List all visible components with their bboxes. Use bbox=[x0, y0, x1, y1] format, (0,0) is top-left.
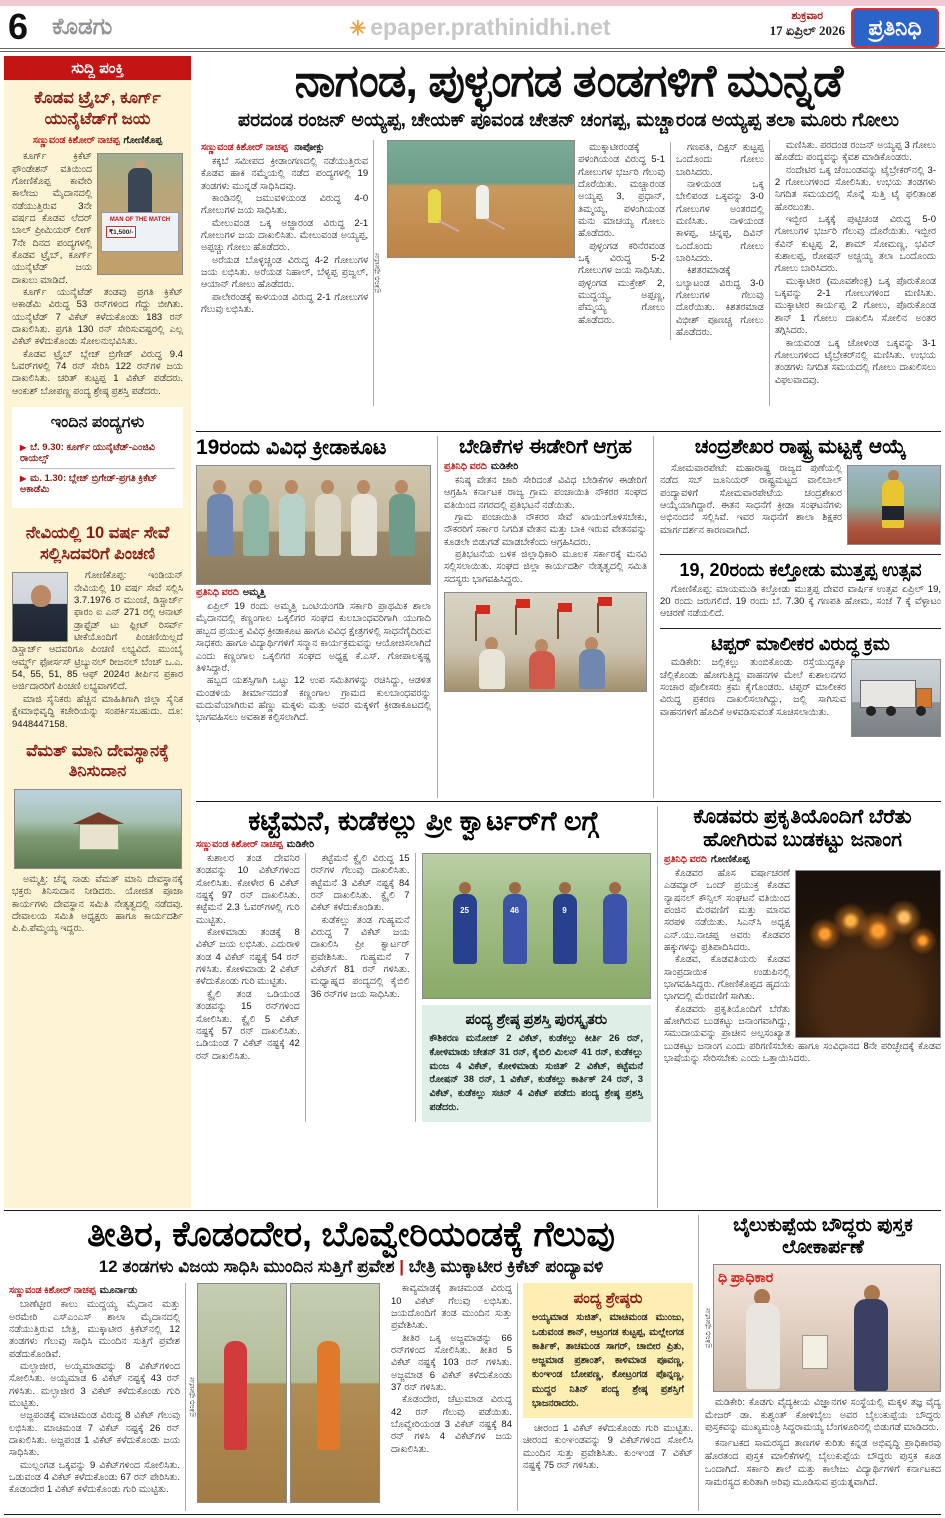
arrow-icon: ▶ bbox=[20, 443, 27, 453]
person-figure bbox=[579, 649, 605, 689]
kodava-headline: ಕೊಡವರು ಪ್ರಕೃತಿಯೊಂದಿಗೆ ಬೆರೆತು ಹೋಗಿರುವ ಬುಡಕಟ್ಟು ಜನಾಂಗ bbox=[693, 806, 912, 851]
person-figure bbox=[395, 480, 408, 494]
paragraph: ಗೋಣಿಕೊಪ್ಪ: ಮಾಯಮುಡಿ ಕಲ್ತೋಡು ಮುತ್ತಪ್ಪ ದೇವರ ವಾರ್ಷಿಕ ಉತ್ಸವ ಏಪ್ರಿಲ್ 19, 20 ರಂದು ಜರುಗಲಿದೆ. 19 ರಂದು ಬೆ. 7.30 ಕ್ಕೆ ಗಣಪತಿ ಹೋಮ, ಸಂಜೆ 7 ಕ್ಕೆ ವೆಳ್ಳಾಟಂ ಆಚರಣೆ ನಡೆಯಲಿದೆ. bbox=[660, 583, 941, 620]
motm-banner: MAN OF THE MATCH ₹1,500/- bbox=[101, 212, 179, 252]
photo-credit: ಪ್ರತಿನಿಧಿ ಫೋಟೋ bbox=[705, 1307, 712, 1348]
arrow-icon: ▶ bbox=[20, 474, 27, 484]
person-figure bbox=[279, 494, 305, 556]
match-item: ▶ ಮ. 1.30: ಬ್ಲೇಜ್ ಬ್ರಿಗೇಡ್-ಪ್ರಗತಿ ಕ್ರಿಕೆಟ್ ಅಕಾಡೆಮಿ bbox=[20, 473, 158, 496]
tipper-truck-photo bbox=[851, 659, 941, 737]
pension-body bbox=[4, 568, 191, 732]
hockey-stick bbox=[439, 220, 459, 232]
match-award-box-title: ಪಂದ್ಯ ಶ್ರೇಷ್ಠ ಪ್ರಶಸ್ತಿ ಪುರಸ್ಕೃತರು bbox=[465, 1012, 608, 1029]
paragraph: ಗಣಪತಿ, ದಿಕ್ಷನ್ ಕುಟ್ಟಪ್ಪ ಒಂದೊಂದು ಗೋಲು ಬಾರಿಸಿದರು. bbox=[675, 142, 764, 178]
paragraph: ಮಣಿಸಿತು. ಪರದಂಡ ರಂಜನ್ ಅಯ್ಯಪ್ಪ 3 ಗೋಲು ಹೊಡೆದು ಪಂದ್ಯವನ್ನು ಕೈವಶ ಮಾಡಿಕೊಂಡರು. bbox=[774, 140, 936, 164]
player-figure bbox=[317, 1341, 340, 1450]
paragraph: ಪಾಲೇರಂಡಕ್ಕೆ ಕಾಳಯಂಡ ವಿರುದ್ಧ 2-1 ಗೋಲುಗಳ ಗೆಲುವು ಲಭಿಸಿತು. bbox=[201, 291, 369, 316]
player-figure bbox=[559, 882, 571, 894]
lead-col-2 bbox=[578, 142, 671, 340]
flag bbox=[557, 609, 559, 639]
jersey-number: 25 bbox=[460, 906, 469, 916]
paragraph: ಕೊಡಂದೇರ, ಚೆಟ್ರುಮಾಡ ವಿರುದ್ಧ 42 ರನ್ ಗೆಲುವು ಪಡೆಯಿತು. ಬೊವ್ವೇರಿಯಂಡ 3 ವಿಕೆಟ್ ನಷ್ಟಕ್ಕೆ 84 ರನ್ ಗಳಿಸಿ 4 ವಿಕೆಟ್‌ಗಳ ಜಯ ದಾಖಲಿಸಿತು. bbox=[391, 1394, 512, 1455]
cricket-col-2 bbox=[306, 853, 416, 1122]
cricket-right bbox=[416, 853, 651, 1122]
paragraph: ಸೋಮವಾರಪೇಟೆ: ಮಹಾರಾಷ್ಟ್ರ ರಾಜ್ಯದ ಪುಣೆಯಲ್ಲಿ ನಡೆದ ಸಬ್ ಜೂನಿಯರ್ ರಾಷ್ಟ್ರಮಟ್ಟದ ವಾಲಿಬಾಲ್ ಪಂದ್ಯಾವಳಿಗೆ ಸೋಮವಾರಪೇಟೆಯ ಚಂದ್ರಶೇಖರ ಆಯ್ಕೆಯಾಗಿದ್ದಾರೆ. ಈತನ ಸಾಧನೆಗೆ ಕ್ರೀಡಾ ಸಂಘಟನೆಗಳು ಅಭಿನಂದನೆ ಸಲ್ಲಿಸಿವೆ. ಇವರ ಸಾಧನೆಗೆ ಶಾಲಾ ಶಿಕ್ಷಕರ ಮಾರ್ಗದರ್ಶನ ಕಾರಣವಾಗಿದೆ. bbox=[660, 463, 842, 536]
byline: ಸಣ್ಣುವಂಡ ಕಿಶೋರ್ ನಾಚಪ್ಪ ಗೋಣಿಕೊಪ್ಪ bbox=[32, 135, 163, 147]
match-award-box-body: ಕೌಶಿಕರಣ ಮನೋಜ್ 2 ವಿಕೆಟ್, ಕುಡೆಕಲ್ಲು ಕೀರ್ತಿ 26 ರನ್, ಕೋಳಿಮಾಡು ಚೇತನ್ 31 ರನ್, ಕೈಬಿಲಿ ಮಿಲನ್ 41 ರನ್, ಕುಡೆಕಲ್ಲು ಮಂಜ 4 ವಿಕೆಟ್, ಕೋಳಿಮಾಡು ಸುಜಿತ್ 2 ವಿಕೆಟ್, ಕಟ್ಟೆಮನೆ ರೋಷನ್ 38 ರನ್, 1 ವಿಕೆಟ್, ಕುಡೆಕಲ್ಲು ಕಾರ್ತಿಕ್ 24 ರನ್, 3 ವಿಕೆಟ್, ಕುಡೆಕಲ್ಲು ಸಚಿನ್ 4 ವಿಕೆಟ್ ಪಡೆದು ಪಂದ್ಯ ಶ್ರೇಷ್ಠ ಪ್ರಶಸ್ತಿ ಪಡೆದರು. bbox=[429, 1033, 643, 1113]
paragraph: ನಂದೇಟಿರ ಒಕ್ಕ ಚೆಂಬಂಡವನ್ನು ಟೈಬ್ರೇಕರ್‌ನಲ್ಲಿ 3-2 ಗೋಲುಗಳಿಂದ ಸೋಲಿಸಿತು. ಉಭಯ ತಂಡಗಳು ನಿಗದಿತ ಸಮಯದಲ್ಲಿ ಸೊನ್ನೆ ಸುತ್ತಿ ಟೈ ಫಲಿತಾಂಶ ಹೊರಬಂತು. bbox=[774, 164, 936, 213]
paragraph: ಕಾಂಡಿನಲ್ಲಿ ಜಮುವಳಿಯಂಡ ವಿರುದ್ಧ 4-0 ಗೋಲುಗಳ ಜಯ ಸಾಧಿಸಿತು. bbox=[201, 193, 369, 217]
row-3 bbox=[196, 806, 941, 1208]
player-figure bbox=[503, 894, 527, 964]
person-figure bbox=[213, 480, 226, 494]
paragraph: ಹಬ್ಬದ ಯಶಸ್ಸಿಗಾಗಿ ಒಟ್ಟು 12 ಉಪ ಸಮಿತಿಗಳನ್ನು ರಚಿಸಿದ್ದು, ಆಡಳಿತ ಮಂಡಳಿಯ ತೀರ್ಮಾನದಂತೆ ಕಣ್ಣಂಗಾಲ ಗ್ರಾಮದ ಕುಲಬಾಂಧವರನ್ನು ಮದುವೆಯಾಗಿರುವ ಹೆಣ್ಣು ಮಕ್ಕಳು ಮತ್ತು ಅವರ ಮಕ್ಕಳಿಗೆ ಕ್ರೀಡಾಕೂಟದಲ್ಲಿ ಭಾಗವಹಿಸಲು ಅವಕಾಶ ಕಲ್ಪಿಸಲಾಗಿದೆ. bbox=[196, 675, 431, 724]
jersey-number: 9 bbox=[562, 906, 567, 916]
hockey-player-figure bbox=[476, 185, 489, 219]
book-article bbox=[698, 1215, 941, 1511]
selection-body bbox=[660, 463, 941, 547]
paragraph: ಕಕ್ಕಬೆ ಸಮೀಪದ ಕ್ರೀಡಾಂಗಣದಲ್ಲಿ ನಡೆಯುತ್ತಿರುವ ಕೊಡವ ಹಾಕಿ ನಮ್ಮೆಯಲ್ಲಿ ನಡೆದ ಪಂದ್ಯಗಳಲ್ಲಿ 19 ತಂಡಗಳು ಮುನ್ನಡೆ ಸಾಧಿಸಿದವು. bbox=[201, 156, 369, 192]
paragraph: ಮಾಜಿ ಸೈನಿಕರು ಹೆಚ್ಚಿನ ಮಾಹಿತಿಗಾಗಿ ಜಿಲ್ಲಾ ಸೈನಿಕ ಕ್ಷೇಮಾಭಿವೃದ್ಧಿ ಕಚೇರಿಯನ್ನು ಸಂಪರ್ಕಿಸಬಹುದು. ದೂ: 9448447158. bbox=[12, 693, 183, 730]
lead-col-4 bbox=[770, 140, 941, 406]
paragraph: ಕರ್ನಾಟಕದ ಸಾಮರಸ್ಯದ ತಾಣಗಳ ಕುರಿತು ಕನ್ನಡ ಅಭಿವೃದ್ಧಿ ಪ್ರಾಧಿಕಾರವು ಹೊರತಂದ ಪುಸ್ತಕ ಮಾಲಿಕೆಗಳಲ್ಲಿ ಬೈಲುಕುಪ್ಪೆಯ ಬೌದ್ಧರು ಪುಸ್ತಕ ಕೂಡ ಒಂದಾಗಿದೆ. ಸರ್ಕಾರಿ ಶಾಲೆ ಮತ್ತು ಕಾಲೇಜು ವಿದ್ಯಾರ್ಥಿಗಳಿಗೆ ಕರ್ನಾಟಕದ ಸಾಮರಸ್ಯದ ಕುರಿತಾಗಿ ಅರಿವು ಮೂಡಿಸುವ ಪ್ರಯತ್ನವಾಗಿದೆ. bbox=[705, 1438, 941, 1488]
selection-headline: ಚಂದ್ರಶೇಖರ ರಾಷ್ಟ್ರ ಮಟ್ಟಕ್ಕೆ ಆಯ್ಕೆ bbox=[694, 436, 907, 458]
paragraph: ಚೀರಂದ 1 ವಿಕೆಟ್ ಕಳೆದುಕೊಂಡು ಗುರಿ ಮುಟ್ಟಿತು. ಚೀರಂದ ಕುಂಞಂಡವನ್ನು 9 ವಿಕೆಟ್‌ಗಳಿಂದ ಸೋಲಿಸಿ ಮುಂದಿನ ಸುತ್ತು ಪ್ರವೇಶಿಸಿತು. ಕುಂಞಂಡ 7 ವಿಕೆಟ್ ನಷ್ಟಕ್ಕೆ 75 ರನ್ ಗಳಿಸಿತು. bbox=[523, 1423, 693, 1472]
paragraph: ಗೋಣಿಕೊಪ್ಪ: ಇಂಡಿಯನ್ ನೇವಿಯಲ್ಲಿ 10 ವರ್ಷ ಸೇವೆ ಸಲ್ಲಿಸಿ 3.7.1976 ರ ಮುಂಚೆ, ಡಿಸ್ಚಾರ್ಜ್ ಫಾರಂ ಐ ಎನ್ 271 ರಲ್ಲಿ ಆನಾಟ್ ಡ್ರಾಫ್ಟೆಡ್ ಟು ಫ್ಲೀಟ್ ರಿಸರ್ವ್ ಟೀಕೆಯೊಂದಿಗೆ ಪಿಂಚಣಿಯಿಲ್ಲದೆ ಡಿಸ್ಚಾರ್ಜ್ ಆದವರಿಗೂ ಪಿಂಚಣಿ ಲಭ್ಯವಿದೆ. ಮುಂಬೈ ಆರ್ಮ್ಡ್ ಫೋರ್ಸಸ್ ಟ್ರಿಬ್ಯುನಲ್ ರೀಜನಲ್ ಬೆಂಚ್ ಒ.ಎ. 54, 55, 51, 85 ಆಫ್ 2024ರ ತೀರ್ಪಿನ ಪ್ರಕಾರ ಅರ್ಜಿದಾರರಿಗೆ ಪಿಂಚಣಿ ಲಭ್ಯವಾಗಲಿದೆ. bbox=[12, 570, 183, 693]
match-item: ▶ ಬೆ. 9.30: ಕೂರ್ಗ್ ಯುನೈಟೆಡ್-ಎಂಜಿವಿ ರಾಯಲ್ಸ್ bbox=[20, 438, 175, 469]
paragraph: ತೀತಿರ ಒಕ್ಕ ಅಜ್ಜಮಾಡನ್ನು 66 ರನ್‌ಗಳಿಂದ ಸೋಲಿಸಿತು. ತೀತಿರ 5 ವಿಕೆಟ್ ನಷ್ಟಕ್ಕೆ 103 ರನ್ ಗಳಿಸಿತು. ಅಜ್ಜಮಾಡ 6 ವಿಕೆಟ್ ಕಳೆದುಕೊಂಡು 37 ರನ್ ಗಳಿಸಿತು. bbox=[391, 1332, 512, 1393]
player-figure bbox=[453, 894, 477, 964]
betri-col-1 bbox=[4, 1283, 186, 1511]
section-rule bbox=[196, 431, 941, 432]
volleyball-player-photo bbox=[847, 465, 941, 545]
tipper-headline: ಟಿಪ್ಪರ್ ಮಾಲೀಕರ ವಿರುದ್ಧ ಕ್ರಮ bbox=[711, 633, 890, 654]
photo-credit: ಪ್ರತಿನಿಧಿ ಫೋಟೋ bbox=[374, 252, 382, 294]
person-figure bbox=[351, 494, 377, 556]
betri-col-3 bbox=[518, 1283, 698, 1511]
photo-credit: ಪ್ರತಿನಿಧಿ ಫೋಟೋ bbox=[189, 1377, 196, 1418]
person-figure bbox=[479, 649, 505, 689]
paragraph: ಮುಕ್ಕಾಟೀರ (ಮೂವಶೇಂಕ್ಲ) ಒಕ್ಕ ಪೊರುಕೊಂಡ ಒಕ್ಕವನ್ನು 2-1 ಗೋಲುಗಳಿಂದ ಮಣಿಸಿತು. ಮುಕ್ಕಾಟೀರ ಕಾರ್ಯಪ್ಪ 2 ಗೋಲು, ಪೊರುಕೊಂಡ ಶಾನ್ 1 ಗೋಲು ದಾಖಲಿಸಿ ಸೋಲಿನ ಅಂತರ ತಗ್ಗಿಸಿದರು. bbox=[774, 275, 936, 337]
paragraph: ಅಮ್ಮತ್ತಿ: ಚೆನ್ನ ನಾಡು ವೆಮತ್ ಮಾನಿ ದೇವಸ್ಥಾನಕ್ಕೆ ಭಕ್ತರು ತಿನಿಸುದಾನ ನೀಡಿದರು. ಯೋಜಿತ ಪೂಜಾ ಕಾರ್ಯಗಳು ದೇವಸ್ಥಾನ ಸಮಿತಿ ನೇತೃತ್ವದಲ್ಲಿ ನಡೆದವು. ದೇವಾಲಯ ಸಮಿತಿ ಅಧ್ಯಕ್ಷರು ಹಾಗೂ ಕಾರ್ಯದರ್ಶಿ ಪಿ.ಪಿ.ಪೆಮ್ಮಯ್ಯ ಇದ್ದರು. bbox=[12, 874, 183, 935]
paragraph: ಕೊಡವರು ಪ್ರಕೃತಿಯೊಂದಿಗೆ ಬೆರೆತು ಹೋಗಿರುವ ಬುಡಕಟ್ಟು ಜನಾಂಗವಾಗಿದ್ದು, ಸಮುದಾಯವನ್ನು ಪ್ರಾಚೀನ ಅಲ್ಪಸಂಖ್ಯಾತ ಬುಡಕಟ್ಟು ಜನಾಂಗ ಎಂದು ಪರಿಗಣಿಸಬೇಕು ಹಾಗೂ ಸಂವಿಧಾನದ 8ನೇ ಪರಿಚ್ಛೇದಕ್ಕೆ ಕೊಡವ ಭಾಷೆಯನ್ನು ಸೇರಿಸಬೇಕು ಎಂದು ಒತ್ತಾಯಿಸಿದರು. bbox=[664, 1003, 941, 1065]
player-figure bbox=[609, 882, 621, 894]
hockey-match-photo-1 bbox=[387, 140, 575, 258]
protest-article bbox=[438, 436, 654, 798]
person-figure bbox=[389, 494, 415, 556]
paragraph: ಕೊಡವ ಟ್ರೈಬ್ ಬ್ಲೇಜ್ ಬ್ರಿಗೇಡ್ ವಿರುದ್ಧ 9.4 ಓವರ್‌ಗಳಲ್ಲಿ 74 ರನ್ ಸೇರಿಸಿ 122 ರನ್‌ಗಳ ಜಯ ದಾಖಲಿಸಿತು. ಚರಿತ್ ಕುಟ್ಟಪ್ಪ 1 ವಿಕೆಟ್ ಪಡೆದರು. ಆಂಕುಶ್ ಬೋಪಣ್ಣ ಪಂದ್ಯ ಶ್ರೇಷ್ಠ ಪ್ರಶಸ್ತಿ ಪಡೆದರು. bbox=[12, 348, 183, 397]
paragraph: ಮಡಿಕೇರಿ: ಜಲ್ಲಿಕಲ್ಲು ತುಂಬಿಕೊಂಡು ರಸ್ತೆಯುದ್ದಕ್ಕೂ ಚೆಲ್ಲಿಕೊಂಡು ಹೋಗುತ್ತಿದ್ದ ವಾಹನಗಳ ಮೇಲೆ ಕುಶಾಲನಗರ ಸಂಚಾರ ಪೊಲೀಸರು ಕ್ರಮ ಕೈಗೊಂಡರು. ಟಿಪ್ಪರ್ ಮಾಲೀಕರ ವಿರುದ್ಧ ಪ್ರಕರಣ ದಾಖಲಿಸಲಾಗಿದ್ದು, ಜಲ್ಲಿ ಸಾಗಿಸುವ ವಾಹನಗಳಿಗೆ ಹೊದಿಕೆ ಅಳವಡಿಸುವಂತೆ ಸೂಚಿಸಲಾಯಿತು. bbox=[660, 657, 846, 718]
temple-roof bbox=[73, 812, 125, 824]
kodava-article bbox=[658, 806, 941, 1208]
cricket-headline: ಕಟ್ಟೆಮನೆ, ಕುಡೆಕಲ್ಲು ಪ್ರೀ ಕ್ವಾರ್ಟರ್‌ಗೆ ಲಗ್ಗೆ bbox=[248, 806, 599, 836]
person-figure bbox=[249, 480, 262, 494]
right-stack bbox=[654, 436, 941, 798]
best-players-title: ಪಂದ್ಯ ಶ್ರೇಷ್ಠರು bbox=[573, 1290, 643, 1308]
book bbox=[802, 1335, 828, 1369]
paragraph: ಗ್ರಾಮ ಪಂಚಾಯಿತಿ ನೌಕರರ ಸೇವೆ ಖಾಯಂಗೊಳಿಸಬೇಕು, ನೌಕರರಿಗೆ ಸರ್ಕಾರ ನಿಗದಿತ ವೇತನ ಮತ್ತು ಬಾಕಿ ಇರುವ ವೇತನವನ್ನು ಕೂಡಲೇ ಬಿಡುಗಡೆ ಮಾಡಬೇಕೆಂದು ಆಗ್ರಹಿಸಿದರು. bbox=[444, 512, 647, 548]
man-of-the-match-photo bbox=[97, 153, 183, 275]
todays-matches-title: ಇಂದಿನ ಪಂದ್ಯಗಳು bbox=[50, 414, 145, 432]
paragraph: ಕೋಳಿಮಾಡು ತಂಡಕ್ಕೆ 8 ವಿಕೆಟ್ ಜಯ ಲಭಿಸಿತು. ಎದುರಾಳಿ ತಂಡ 4 ವಿಕೆಟ್ ನಷ್ಟಕ್ಕೆ 54 ರನ್ ಗಳಿಸಿತು. ಕೋಳಿಮಾಡು 2 ವಿಕೆಟ್ ಕಳೆದುಕೊಂಡು ಗುರಿ ಮುಟ್ಟಿತು. bbox=[196, 927, 300, 988]
best-players-box bbox=[523, 1283, 693, 1418]
paragraph: ಕುಡೆಕಲ್ಲು ತಂಡ ಗುಹ್ಯಮನೆ ವಿರುದ್ಧ 7 ವಿಕೆಟ್ ಜಯ ದಾಖಲಿಸಿ ಪ್ರೀ ಕ್ವಾರ್ಟರ್ ಪ್ರವೇಶಿಸಿತು. ಗುಹ್ಯಮನೆ 7 ವಿಕೆಟ್‌ಗೆ 81 ರನ್ ಗಳಿಸಿತು. ಮಧ್ಯಾಹ್ನದ ಪಂದ್ಯದಲ್ಲಿ ಕೈಬಿಲಿ 36 ರನ್‌ಗಳ ಜಯ ಸಾಧಿಸಿತು. bbox=[310, 914, 410, 1000]
player-figure bbox=[882, 480, 904, 528]
divider-pipe: | bbox=[399, 1257, 409, 1277]
book-headline: ಬೈಲುಕುಪ್ಪೆಯ ಬೌದ್ಧರು ಪುಸ್ತಕ ಲೋಕಾರ್ಪಣೆ bbox=[733, 1215, 913, 1258]
hockey-stick bbox=[485, 218, 505, 230]
byline: ಸಣ್ಣುವಂಡ ಕಿಶೋರ್ ನಾಚಪ್ಪ ಮೂರ್ನಾಡು bbox=[9, 1285, 138, 1297]
betri-col-2 bbox=[386, 1283, 518, 1511]
paragraph: ಪ್ರತಿಭಟನೆಯ ಬಳಿಕ ಜಿಲ್ಲಾಧಿಕಾರಿ ಮೂಲಕ ಸರ್ಕಾರಕ್ಕೆ ಮನವಿ ಸಲ್ಲಿಸಲಾಯಿತು. ಸಂಘದ ಜಿಲ್ಲಾ ಕಾರ್ಯದರ್ಶಿ ನೇತೃತ್ವದಲ್ಲಿ ಸಮಿತಿ ಸದಸ್ಯರು ಭಾಗವಹಿಸಿದ್ದರು. bbox=[444, 549, 647, 585]
torch-procession-photo bbox=[795, 870, 941, 1038]
person-figure bbox=[854, 1299, 888, 1391]
date: 17 ಏಪ್ರಿಲ್ 2026 bbox=[769, 23, 845, 38]
truck-body bbox=[860, 680, 916, 708]
red-flag bbox=[516, 599, 530, 608]
paragraph: ಕೊಡವರ ಹೊಸ ವರ್ಷಾಚರಣೆ ಎಡಮ್ಯಾರ್ ಒಂದ್ ಪ್ರಯುಕ್ತ ಕೊಡವ ನ್ಯಾಷನಲ್ ಕೌನ್ಸಿಲ್ ಸಂಘಟನೆ ವತಿಯಿಂದ ಪಂಜಿನ ಮೆರವಣಿಗೆ ಮತ್ತು ಮಾನವ ಸರಪಳಿ ನಡೆಯಿತು. ಸಿಎನ್‌ಸಿ ಅಧ್ಯಕ್ಷ ಎನ್.ಯು.ನಾಚಪ್ಪ ಅವರು ಕೊಡವರ ಹಕ್ಕುಗಳನ್ನು ಪ್ರತಿಪಾದಿಸಿದರು. bbox=[664, 868, 790, 954]
person-figure bbox=[285, 480, 298, 494]
person-figure bbox=[321, 480, 334, 494]
paragraph: ಕಟ್ಟೆಮನೆ ಕ್ವೈಲಿ ವಿರುದ್ಧ 15 ರನ್‌ಗಳ ಗೆಲುವು ದಾಖಲಿಸಿತು. ಕಟ್ಟೆಮನೆ 3 ವಿಕೆಟ್ ನಷ್ಟಕ್ಕೆ 84 ರನ್ ದಾಖಲಿಸಿತು. ಕ್ವೈಲಿ 7 ವಿಕೆಟ್ ಕಳೆದುಕೊಂಡಿತು. bbox=[310, 853, 410, 914]
betri-article bbox=[4, 1215, 698, 1511]
person-figure bbox=[31, 585, 51, 607]
flag bbox=[515, 605, 517, 635]
flag bbox=[475, 611, 477, 641]
red-flag bbox=[476, 605, 490, 614]
section-rule bbox=[4, 1210, 941, 1211]
paragraph: ಕೊಡವ, ಕೊಡವತಿಯರು ಕೊಡವ ಸಾಂಪ್ರದಾಯಿಕ ಉಡುಪಿನಲ್ಲಿ ಭಾಗವಹಿಸಿದ್ದರು. ಗೋಣಿಕೊಪ್ಪದ ಹೃದಯ ಭಾಗದಲ್ಲಿ ಮೆರವಣಿಗೆ ಸಾಗಿತು. bbox=[664, 954, 790, 1003]
paragraph: ಕುಶಾಲರ ತಂಡ ದೇವನಿರ ತಂಡವನ್ನು 10 ವಿಕೆಟ್‌ಗಳಿಂದ ಸೋಲಿಸಿತು. ಕೋಳೇರ 6 ವಿಕೆಟ್ ನಷ್ಟಕ್ಕೆ 97 ರನ್ ದಾಖಲಿಸಿತು. ಕಟ್ಟೆಮನೆ 2.3 ಓವರ್‌ಗಳಲ್ಲಿ ಗುರಿ ಮುಟ್ಟಿತು. bbox=[196, 853, 300, 926]
byline: ಪ್ರತಿನಿಧಿ ವರದಿ ಗೋಣಿಕೊಪ್ಪ bbox=[664, 854, 750, 865]
truck-wheel bbox=[866, 706, 876, 716]
paragraph: ಕನಿಷ್ಠ ವೇತನ ಜಾರಿ ಸೇರಿದಂತೆ ವಿವಿಧ ಬೇಡಿಕೆಗಳ ಈಡೇರಿಗೆ ಆಗ್ರಹಿಸಿ ಕರ್ನಾಟಕ ರಾಜ್ಯ ಗ್ರಾಮ ಪಂಚಾಯಿತಿ ನೌಕರರ ಸಂಘದ ವತಿಯಿಂದ ನಗರದಲ್ಲಿ ಪ್ರತಿಭಟನೆ ನಡೆಯಿತು. bbox=[444, 475, 647, 511]
lead-subheadline: ಪರದಂಡ ರಂಜನ್ ಅಯ್ಯಪ್ಪ, ಚೇಯಕ್ ಪೂವಂಡ ಚೇತನ್ ಚಂಗಪ್ಪ, ಮಚ್ಚಾರಂಡ ಅಯ್ಯಪ್ಪ ತಲಾ ಮೂರು ಗೋಲು bbox=[237, 110, 900, 131]
report-place: ನಾಪೋಕ್ಲು bbox=[294, 142, 325, 153]
paragraph: ಕಾಯವಂಡ ಒಕ್ಕ ಚೋಳಂಡ ಒಕ್ಕವನ್ನು 3-1 ಗೋಲುಗಳಿಂದ ಟೈಬ್ರೇಕರ್‌ನಲ್ಲಿ ಮಣಿಸಿತು. ಉಭಯ ತಂಡಗಳು ನಿಗದಿತ ಸಮಯದಲ್ಲಿ ಗೋಲು ದಾಖಲಿಸಲು ವಿಫಲವಾದವು. bbox=[774, 337, 936, 386]
festival-body bbox=[660, 584, 941, 621]
sidebar-news-column bbox=[4, 56, 191, 1208]
lead-col-1 bbox=[196, 140, 374, 406]
match-award-box bbox=[422, 1005, 651, 1122]
sidebar-lead-body bbox=[4, 149, 191, 400]
pension-title: ನೇವಿಯಲ್ಲಿ 10 ವರ್ಷ ಸೇವೆ ಸಲ್ಲಿಸಿದವರಿಗೆ ಪಿಂಚಣಿ bbox=[25, 524, 170, 563]
betri-subheadline: 12 ತಂಡಗಳು ವಿಜಯ ಸಾಧಿಸಿ ಮುಂದಿನ ಸುತ್ತಿಗೆ ಪ್ರವೇಶ | ಬೇತ್ರಿ ಮುಕ್ಕಾಟೀರ ಕ್ರಿಕೆಟ್ ಪಂದ್ಯಾವಳಿ bbox=[98, 1257, 604, 1277]
paragraph: ಪುಳ್ಳಂಗಡ ಕರಿನೆರವಂಡ ಒಕ್ಕ ವಿರುದ್ಧ 5-2 ಗೋಲುಗಳ ಜಯ ಸಾಧಿಸಿತು. ಪುಳ್ಳಂಗಡ ಮುಕ್ತೇಶ್ 2, ಮುದ್ದಯ್ಯ, ಅಪ್ಪಣ್ಣ, ಪೆಮ್ಮಯ್ಯ ಗೋಲು ಹೊಡೆದರು. bbox=[578, 240, 665, 326]
sports-meet-article bbox=[196, 436, 438, 798]
player-figure bbox=[882, 506, 904, 520]
paragraph: ಏಪ್ರಿಲ್ 19 ರಂದು ಅಮ್ಮತ್ತಿ ಒಂಟಿಯಂಗಡಿ ಸರ್ಕಾರಿ ಪ್ರಾಥಮಿಕ ಶಾಲಾ ಮೈದಾನದಲ್ಲಿ ಕಣ್ಣಂಗಾಲ ಒಕ್ಕಲಿಗರ ಸಂಘದ ಕುಲಬಾಂಧವರಿಗಾಗಿ ಯುಗಾದಿ ಹಬ್ಬದ ಪ್ರಯುಕ್ತ ವಿವಿಧ ಕ್ರೀಡಾಕೂಟ ಹಾಗೂ ವಿವಿಧ ಕ್ಷೇತ್ರಗಳಲ್ಲಿ ಸಾಧನೆಗೈದಿರುವ ಸಾಧಕರು ಹಾಗೂ ವಿದ್ಯಾರ್ಥಿಗಳಿಗೆ ಸನ್ಮಾನ ಕಾರ್ಯಕ್ರಮವನ್ನು ಆಯೋಜಿಸಲಾಗಿದೆ ಎಂದು ಕಣ್ಣಂಗಾಲ ಒಕ್ಕಲಿಗರ ಸಂಘದ ಅಧ್ಯಕ್ಷ ಕೆ.ಎಸ್. ಗೋಪಾಲಕೃಷ್ಣ ತಿಳಿಸಿದ್ದಾರೆ. bbox=[196, 601, 431, 674]
banner-text: ಧಿ ಪ್ರಾಧಿಕಾರ bbox=[718, 1268, 774, 1285]
todays-matches-box bbox=[12, 407, 183, 508]
best-players-body: ಅಯ್ಯಮಾಡ ಸುಜಿತ್, ಮಾಚಿಮಂಡ ಮುಂಜು, ಒಡುವಂಡ ಶಾನ್, ಆಟ್ರಂಗಡ ಕುಟ್ಟಪ್ಪ, ಮಲ್ಲೇಂಗಡ ಕಾರ್ತಿಕ್, ತಾಚಮಂಡ ಸಾಗರ್, ಚಾಬೀರ ಪ್ರಿತು, ಅಜ್ಜಮಾಡ ಪ್ರಶಾಂತ್, ಕಾಳಿಮಾಡ ಪೂವಣ್ಣ, ಕುಂಞಂಡ ಬೋಪಣ್ಣ, ಕೋಟ್ರಂಗಡ ಪೊನ್ನಣ್ಣ, ಮುದ್ದರ ನಿತಿನ್ ಪಂದ್ಯ ಶ್ರೇಷ್ಠ ಪ್ರಶಸ್ತಿಗೆ ಭಾಜನರಾದರು. bbox=[532, 1312, 684, 1409]
person-figure bbox=[315, 494, 341, 556]
paragraph: ಕ್ವೈಲಿ ತಂಡ ಒಡಿಯಂಡ ತಂಡವನ್ನು 15 ರನ್‌ಗಳಿಂದ ಸೋಲಿಸಿತು. ಕ್ವೈಲಿ 5 ವಿಕೆಟ್ ನಷ್ಟಕ್ಕೆ 57 ರನ್ ದಾಖಲಿಸಿತು. ಒಡಿಯಂಡ 7 ವಿಕೆಟ್ ನಷ್ಟಕ್ಕೆ 42 ರನ್ ದಾಖಲಿಸಿತು. bbox=[196, 988, 300, 1062]
person-figure bbox=[243, 494, 269, 556]
batsman-action-photo bbox=[197, 1283, 287, 1503]
temple-photo bbox=[14, 789, 182, 869]
masthead bbox=[0, 6, 945, 48]
section-title: ಕೊಡಗು bbox=[52, 13, 113, 39]
betri-photos bbox=[186, 1283, 386, 1511]
cricket-team-photo bbox=[422, 853, 651, 999]
paragraph: ಅಜ್ಜಪಂಡಕ್ಕೆ ಮಾಚಿಮಂಡ ವಿರುದ್ಧ 8 ವಿಕೆಟ್ ಗೆಲುವು ಲಭಿಸಿತು. ಮಾಚಿಮಂಡ 7 ವಿಕೆಟ್ ನಷ್ಟಕ್ಕೆ 26 ರನ್ ದಾಖಲಿಸಿತು. ಅಜ್ಜಪಂಡ 1 ವಿಕೆಟ್ ಕಳೆದುಕೊಂಡು ಜಯ ಸಾಧಿಸಿತು. bbox=[9, 1410, 180, 1459]
paragraph: ಮಡಿಕೇರಿ: ಕೊಡಗು ವೈದ್ಯಕೀಯ ವಿಜ್ಞಾನಗಳ ಸಂಸ್ಥೆಯಲ್ಲಿ ಮಕ್ಕಳ ತಜ್ಞ ವೈದ್ಯ ಮೇಜರ್ ಡಾ. ಕುಶ್ವಂತ್ ಕೋಳಿಬೈಲು ಅವರ ಬೈಲುಕುಪ್ಪೆಯ ಬೌದ್ಧರು ಪುಸ್ತಕವನ್ನು ಮುಖ್ಯಮಂತ್ರಿ ಸಿದ್ದರಾಮಯ್ಯ ಬೆಂಗಳೂರಿನಲ್ಲಿ ಬಿಡುಗಡೆ ಮಾಡಿದರು. bbox=[705, 1396, 941, 1434]
byline: ಸಣ್ಣುವಂಡ ಕಿಶೋರ್ ನಾಚಪ್ಪ ಮಡಿಕೇರಿ bbox=[196, 839, 315, 851]
paragraph: ಮಲ್ಛಾಜೀರ, ಅಯ್ಯಮಾಡವನ್ನು 8 ವಿಕೆಟ್‌ಗಳಿಂದ ಸೋಲಿಸಿತು. ಅಯ್ಯಮಾಡ 6 ವಿಕೆಟ್ ನಷ್ಟಕ್ಕೆ 43 ರನ್ ಗಳಿಸಿತು. ಮಲ್ಛಾಜೀರ 3 ವಿಕೆಟ್ ಕಳೆದುಕೊಂಡು ಗುರಿ ಮುಟ್ಟಿತು. bbox=[9, 1360, 180, 1409]
truck-wheel bbox=[886, 706, 896, 716]
paragraph: ಅರೆಯಡ ಬೊಳ್ಳಚ್ಚಂಡ ವಿರುದ್ಧ 4-2 ಗೋಲುಗಳ ಜಯ ಲಭಿಸಿತು. ಅರೆಯಡ ನಿಹಾಲ್, ಬೆಳ್ಯಪ್ಪ ಪ್ರಜ್ವಲ್, ಆಯಾನ್ ಗೋಲು ಹೊಡೆದರು. bbox=[201, 254, 369, 291]
person-figure bbox=[207, 494, 233, 556]
sports-meet-body bbox=[196, 601, 431, 724]
cricket-article bbox=[196, 806, 658, 1208]
protest-body bbox=[444, 475, 647, 586]
paragraph: ಕೂರ್ಗ್ ಯುನೈಟೆಡ್ ತಂಡವು ಪ್ರಗತಿ ಕ್ರಿಕೆಟ್ ಅಕಾಡೆಮಿ ವಿರುದ್ಧ 53 ರನ್‌ಗಳಿಂದ ಗೆದ್ದು ಬೀಗಿತು. ಯುನೈಟೆಡ್ 7 ವಿಕೆಟ್ ಕಳೆದುಕೊಂಡು 183 ರನ್ ದಾಖಲಿಸಿತು. ಪ್ರಗತಿ 130 ರನ್ ಸೇರಿಸುವಷ್ಟರಲ್ಲಿ ಎಲ್ಲ ವಿಕೆಟ್ ಕಳೆದುಕೊಂಡು ಸೋಲನುಭವಿಸಿತು. bbox=[12, 287, 183, 348]
paragraph: ಮೇಲುವಂಡ ಒಕ್ಕ ಅಜ್ಜಾರಂಡ ವಿರುದ್ಧ 2-1 ಗೋಲುಗಳ ಜಯ ದಾಖಲಿಸಿತು. ಮೇಲುವಂಡ ಅಯ್ಯಪ್ಪ, ಅಪ್ಪಚ್ಚು ಗೋಲು ಹೊಡೆದರು. bbox=[201, 217, 369, 254]
player-figure bbox=[509, 882, 521, 894]
player-figure bbox=[603, 894, 627, 964]
truck-wheel bbox=[916, 706, 926, 716]
lead-col-3 bbox=[671, 142, 764, 340]
sidebar-lead-title: ಕೊಡವ ಟ್ರೈಬ್, ಕೂರ್ಗ್ ಯುನೈಟೆಡ್‌ಗೆ ಜಯ bbox=[34, 89, 161, 128]
player-figure bbox=[459, 882, 471, 894]
book-release-photo bbox=[713, 1264, 941, 1392]
newspaper-logo: ಪ್ರತಿನಿಧಿ bbox=[851, 8, 939, 48]
byline: ಪ್ರತಿನಿಧಿ ವರದಿ ಅಮ್ಮತ್ತಿ bbox=[196, 587, 266, 599]
protest-headline: ಬೇಡಿಕೆಗಳ ಈಡೇರಿಗೆ ಆಗ್ರಹ bbox=[459, 436, 632, 458]
flag bbox=[597, 603, 599, 633]
sports-meet-group-photo bbox=[196, 465, 431, 585]
date-block bbox=[770, 10, 845, 39]
person-figure bbox=[746, 1303, 780, 1389]
paragraph: ಕಿಶತರಮಾಡಕ್ಕೆ ಬಲ್ಯಾಟಂಡ ವಿರುದ್ಧ 3-0 ಗೋಲುಗಳ ಗೆಲುವು ದೊರೆಯಿತು. ಕಿಶತರಮಾಡ ವಿಭೀಶ್ ಪೂಣಚ್ಚ ಗೋಲು ಹೊಡೆದರು. bbox=[675, 265, 764, 339]
weekday: ಶುಕ್ರವಾರ bbox=[791, 10, 824, 22]
masthead-rule bbox=[0, 48, 945, 52]
paragraph: ಬಾಣೆಟ್ಟೀರ ಕಾಲು ಮುದ್ದಯ್ಯ ಮೈದಾನ ಮತ್ತು ಅರಮೇರಿ ಎಸ್‌ಎಂಎಸ್ ಶಾಲಾ ಮೈದಾನದಲ್ಲಿ ನಡೆಯುತ್ತಿರುವ ಬೇತ್ರಿ, ಮುಕ್ಕಾಟೀರ ಕ್ರಿಕೆಟ್‌ನಲ್ಲಿ 12 ತಂಡಗಳು ಗೆಲುವು ಸಾಧಿಸಿ ಮುಂದಿನ ಸುತ್ತಿಗೆ ಪ್ರವೇಶ ಪಡೆದುಕೊಂಡಿವೆ. bbox=[9, 1299, 180, 1360]
lead-headline: ನಾಗಂಡ, ಪುಳ್ಳಂಗಡ ತಂಡಗಳಿಗೆ ಮುನ್ನಡೆ bbox=[294, 55, 843, 106]
paragraph: ಇಬ್ಬೀರ ಒಕ್ಕಕ್ಕೆ ಪುಟ್ಟಿಚಂಡ ವಿರುದ್ಧ 5-0 ಗೋಲುಗಳ ಭರ್ಜರಿ ಗೆಲುವು ದೊರೆಯಿತು. ಇಬ್ಬೀರ ಕೆವಿನ್ ಕುಟ್ಟಪ್ಪ 2, ಶಾಮ್ ಸೋಮಣ್ಣ, ಭವಿನ್ ಕುಶಾಲಪ್ಪ, ರೋಷನ್ ಅಚ್ಚಯ್ಯ ತಲಾ ಒಂದೊಂದು ಗೋಲು ಬಾರಿಸಿದರು. bbox=[774, 214, 936, 275]
page-number: 6 bbox=[8, 6, 29, 47]
jersey-number: 46 bbox=[510, 906, 519, 916]
paragraph: ಮುಲ್ಲಂಗಡ ಒಕ್ಕವನ್ನು 9 ವಿಕೆಟ್‌ಗಳಿಂದ ಸೋಲಿಸಿತು. ಒಡುವಂಡ 4 ವಿಕೆಟ್ ಕಳೆದುಕೊಂಡು 67 ರನ್ ಪೇರಿಸಿತು. ಕೊಡಂದೇರ 1 ವಿಕೆಟ್ ಕಳೆದುಕೊಂಡು ಗುರಿ ಮುಟ್ಟಿತು. bbox=[9, 1459, 180, 1496]
player-figure bbox=[224, 1341, 247, 1450]
temple-title: ವೆಮತ್ ಮಾನಿ ದೇವಸ್ಥಾನಕ್ಕೆ ತಿನಿಸುದಾನ bbox=[26, 741, 169, 781]
byline: ಪ್ರತಿನಿಧಿ ವರದಿ ಮಡಿಕೇರಿ bbox=[444, 461, 519, 472]
bottom-row bbox=[4, 1215, 941, 1515]
sports-meet-headline: 19ರಂದು ವಿವಿಧ ಕ್ರೀಡಾಕೂಟ bbox=[196, 436, 387, 459]
paragraph: ಮುಕ್ಕಾಟೀರಂಡಕ್ಕೆ ಪಳಂಗಿಯಂಡ ವಿರುದ್ಧ 5-1 ಗೋಲುಗಳ ಭರ್ಜರಿ ಗೆಲುವು ದೊರೆಯಿತು. ಮಚ್ಚಾರಂಡ ಅಯ್ಯಪ್ಪ 3, ಪ್ರಧಾನ್, ತಿಮ್ಮಯ್ಯ, ಪಳಂಗಿಯಂಡ ಮನು ಮಾಚಯ್ಯ ಗೋಲು ಹೊಡೆದರು. bbox=[578, 142, 665, 240]
hockey-player-figure bbox=[428, 189, 441, 223]
book-caption bbox=[705, 1397, 941, 1490]
temple-body bbox=[4, 872, 191, 938]
epaper-url: ✳ epaper.prathinidhi.net bbox=[349, 14, 611, 40]
lead-middle-block bbox=[382, 140, 770, 406]
red-flag bbox=[558, 603, 572, 612]
festival-headline: 19, 20ರಂದು ಕಲ್ತೋಡು ಮುತ್ತಪ್ಪ ಉತ್ಸವ bbox=[679, 560, 922, 580]
tipper-body bbox=[660, 657, 941, 739]
reporter-name: ಸಣ್ಣುವಂಡ ಕಿಶೋರ್ ನಾಚಪ್ಪ bbox=[201, 142, 288, 153]
temple-building bbox=[79, 824, 119, 850]
person-figure bbox=[529, 651, 555, 689]
row-2 bbox=[196, 436, 941, 798]
betri-col-3-body bbox=[523, 1423, 693, 1472]
lead-article bbox=[196, 54, 941, 430]
paragraph: ಕೂರ್ಗ್ ಕ್ರಿಕೆಟ್ ಫೌಂಡೇಶನ್ ವತಿಯಿಂದ ಗೋಣಿಕೊಪ್ಪ ಕಾವೇರಿ ಕಾಲೇಜು ಮೈದಾನದಲ್ಲಿ ನಡೆಯುತ್ತಿರುವ 3ನೇ ವರ್ಷದ ಕೊಡವ ಲೆದರ್ ಬಾಲ್ ಪ್ರೀಮಿಯರ್ ಲೀಗ್ 7ನೇ ದಿನದ ಪಂದ್ಯಗಳಲ್ಲಿ ಕೊಡವ ಟ್ರೈಬ್, ಕೂರ್ಗ್ ಯುನೈಟೆಡ್ ಜಯ ದಾಖಲು ಮಾಡಿದೆ. bbox=[12, 151, 92, 286]
betri-headline: ತೀತಿರ, ಕೊಡಂದೇರ, ಬೊವ್ವೇರಿಯಂಡಕ್ಕೆ ಗೆಲುವು bbox=[87, 1215, 615, 1254]
paragraph: ಕಾವ್ಯಮಾಡಕ್ಕೆ ತಾಚಮಂಡ ವಿರುದ್ಧ 10 ವಿಕೆಟ್ ಗೆಲುವು ಲಭಿಸಿತು. ಜಯದೊಂದಿಗೆ ತಂಡ ಮುಂದಿನ ಸುತ್ತು ಪ್ರವೇಶಿಸಿತು. bbox=[391, 1283, 512, 1332]
player-figure bbox=[553, 894, 577, 964]
kodava-body bbox=[664, 868, 941, 1066]
footer-rule bbox=[4, 1514, 941, 1515]
cursor-star-icon: ✳ bbox=[349, 18, 367, 40]
bowler-action-photo bbox=[290, 1283, 380, 1503]
cricket-col-1 bbox=[196, 853, 306, 1122]
section-rule bbox=[196, 801, 941, 802]
pensioner-portrait-photo bbox=[12, 572, 68, 642]
person-figure bbox=[357, 480, 370, 494]
paragraph: ನಾಳಿಯಂಡ ಒಕ್ಕ ಬೇಲಿಪಂಡ ಒಕ್ಕವನ್ನು 3-0 ಗೋಲುಗಳ ಅಂತರದಲ್ಲಿ ಮಣಿಸಿತು. ನಾಳಿಯಂಡ ಕಾಳಪ್ಪ, ಚಿನ್ನಪ್ಪ, ದಿವಿನ್ ಒಂದೊಂದು ಗೋಲು ಬಾರಿಸಿದರು. bbox=[675, 179, 764, 265]
sidebar-banner: ಸುದ್ದಿ ಪಂಕ್ತಿ bbox=[4, 56, 191, 80]
red-flag bbox=[598, 597, 612, 606]
protest-photo bbox=[444, 592, 647, 692]
truck-cab bbox=[916, 688, 932, 708]
